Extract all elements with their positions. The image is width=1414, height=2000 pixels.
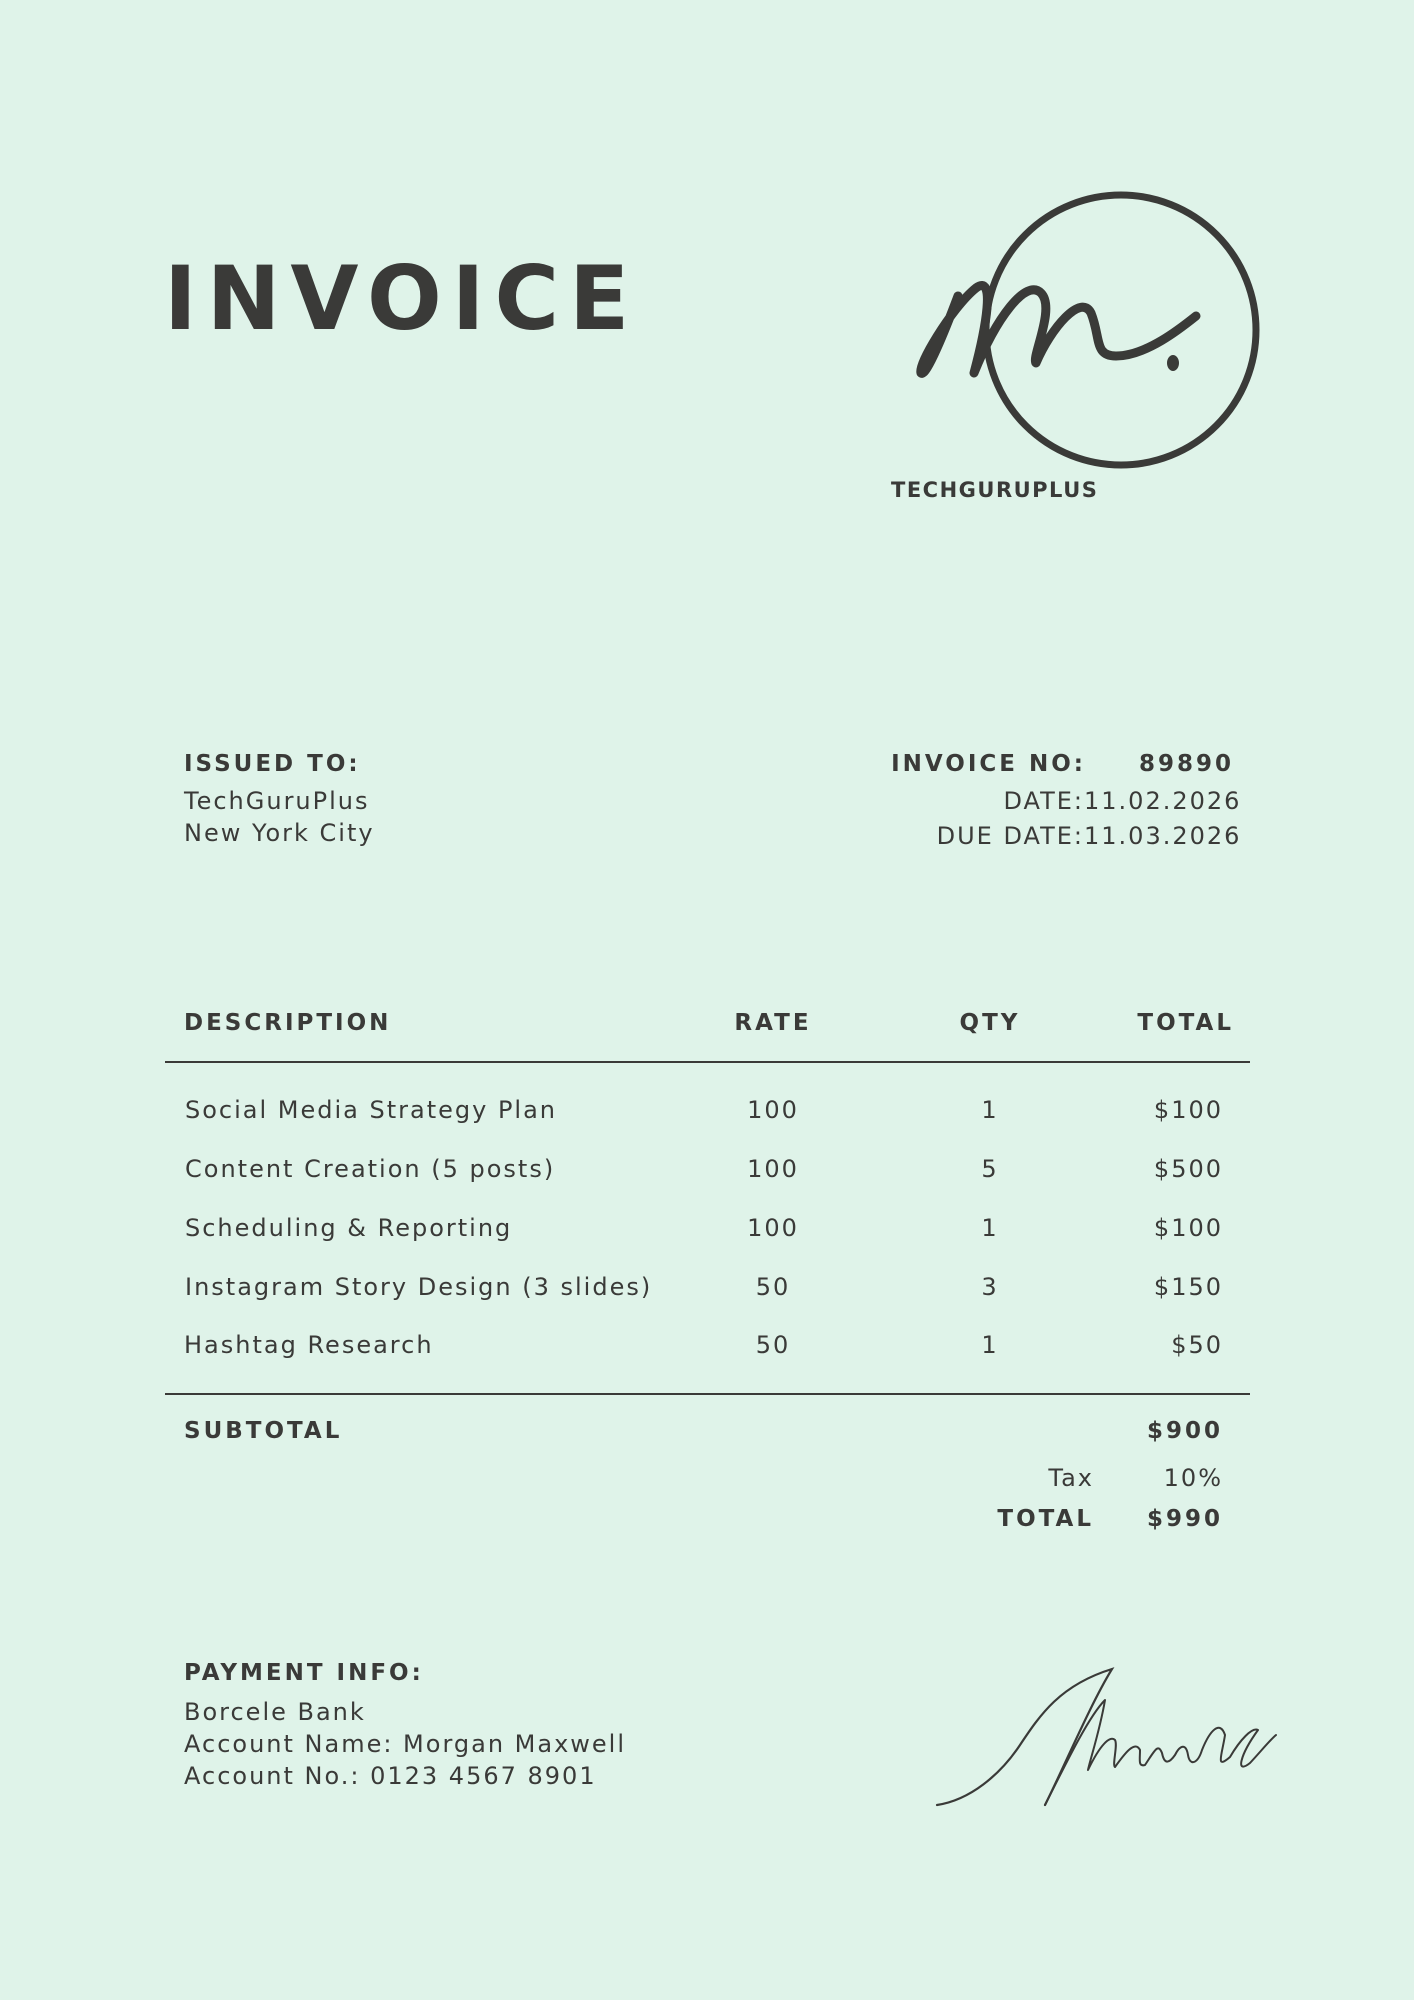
row-qty: 1 (981, 1331, 999, 1359)
invoice-date-label: DATE: (1003, 787, 1084, 815)
payment-account-number: Account No.: 0123 4567 8901 (184, 1762, 597, 1790)
row-description: Instagram Story Design (3 slides) (185, 1273, 653, 1301)
table-row (0, 1273, 1414, 1305)
row-qty: 1 (981, 1096, 999, 1124)
row-qty: 3 (981, 1273, 999, 1301)
issued-to-label: ISSUED TO: (184, 751, 361, 777)
brand-name: TECHGURUPLUS (891, 478, 1099, 502)
due-date-row (936, 822, 1242, 850)
invoice-number-row (891, 751, 1234, 777)
subtotal-value: $900 (1146, 1418, 1223, 1444)
row-rate: 100 (747, 1214, 799, 1242)
row-total: $50 (1171, 1331, 1223, 1359)
row-qty: 1 (981, 1214, 999, 1242)
table-row (0, 1096, 1414, 1128)
due-date-value: 11.03.2026 (1084, 822, 1242, 850)
row-rate: 100 (747, 1155, 799, 1183)
row-total: $100 (1153, 1214, 1223, 1242)
invoice-date-value: 11.02.2026 (1084, 787, 1242, 815)
tax-label: Tax (1048, 1464, 1094, 1492)
table-header-divider (165, 1061, 1250, 1063)
row-rate: 50 (755, 1273, 791, 1301)
payment-info-label: PAYMENT INFO: (184, 1660, 424, 1686)
issued-to-city: New York City (184, 819, 375, 847)
row-description: Content Creation (5 posts) (185, 1155, 556, 1183)
invoice-number-value: 89890 (1138, 751, 1234, 777)
row-qty: 5 (981, 1155, 999, 1183)
row-description: Social Media Strategy Plan (185, 1096, 558, 1124)
table-footer-divider (165, 1393, 1250, 1395)
payment-account-name: Account Name: Morgan Maxwell (184, 1730, 627, 1758)
total-value: $990 (1146, 1506, 1223, 1532)
table-row (0, 1214, 1414, 1246)
row-total: $500 (1153, 1155, 1223, 1183)
row-total: $150 (1153, 1273, 1223, 1301)
row-rate: 50 (755, 1331, 791, 1359)
total-label: TOTAL (997, 1506, 1094, 1532)
invoice-title: INVOICE (164, 247, 640, 350)
invoice-number-label: INVOICE NO: (891, 751, 1086, 777)
table-row (0, 1331, 1414, 1363)
issued-to-name: TechGuruPlus (184, 787, 370, 815)
column-header-description: DESCRIPTION (184, 1010, 392, 1036)
subtotal-label: SUBTOTAL (184, 1418, 343, 1444)
table-row (0, 1155, 1414, 1187)
row-description: Scheduling & Reporting (185, 1214, 513, 1242)
tax-value: 10% (1163, 1464, 1223, 1492)
brand-logo (916, 188, 1270, 474)
payment-bank: Borcele Bank (184, 1698, 366, 1726)
due-date-label: DUE DATE: (936, 822, 1084, 850)
row-rate: 100 (747, 1096, 799, 1124)
signature (940, 1675, 1270, 1815)
row-description: Hashtag Research (184, 1331, 434, 1359)
column-header-qty: QTY (959, 1010, 1021, 1036)
column-header-total: TOTAL (1137, 1010, 1234, 1036)
row-total: $100 (1153, 1096, 1223, 1124)
column-header-rate: RATE (734, 1010, 812, 1036)
invoice-date-row (1003, 787, 1242, 815)
